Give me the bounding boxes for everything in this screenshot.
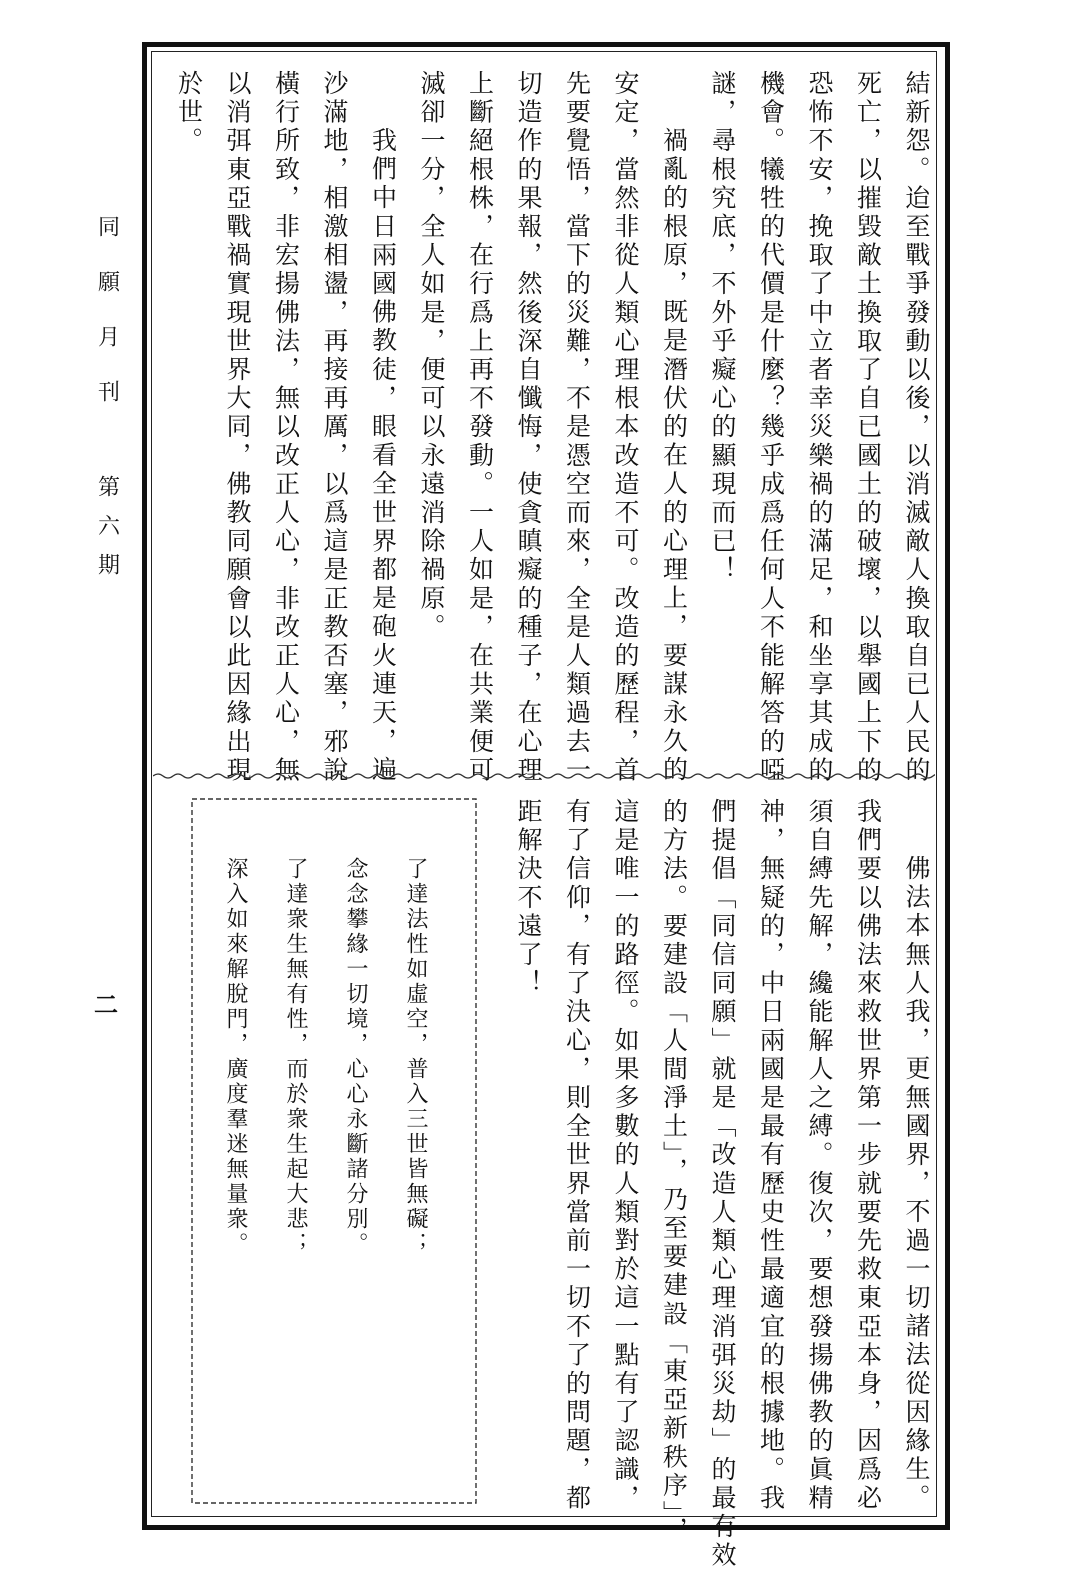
text-column: 以消弭東亞戰禍實現世界大同，佛教同願會以此因緣出現 (223, 70, 252, 785)
wavy-divider (153, 772, 935, 780)
text-column: 上斷絕根株，在行爲上再不發動。一人如是，在共業便可 (465, 70, 495, 785)
lower-text-block (505, 798, 940, 1571)
verse-box (188, 795, 480, 1507)
text-column: 須自縛先解，纔能解人之縛。復次，要想發揚佛教的眞精 (805, 798, 834, 1513)
text-column: 我們中日兩國佛教徒，眼看全世界都是砲火連天，遍 (368, 127, 398, 785)
text-column: 機會。犧牲的代價是什麼？幾乎成爲任何人不能解答的啞 (756, 70, 786, 785)
upper-text-block (160, 70, 940, 785)
text-column: 佛法本無人我，更無國界，不過一切諸法從因緣生。 (902, 855, 931, 1513)
text-column: 的方法。要建設「人間淨土」，乃至要建設「東亞新秩序」， (659, 798, 689, 1546)
text-column: 我們要以佛法來救世界第一步就要先救東亞本身，因爲必 (853, 798, 883, 1513)
verse-line: 了達衆生無有性，而於衆生起大悲； (283, 857, 308, 1257)
text-column: 沙滿地，相激相盪，再接再厲，以爲這是正教否塞，邪說 (320, 70, 349, 785)
issue-number: 第六期 (94, 475, 120, 592)
page-number: 二 (94, 990, 118, 1019)
text-column: 謎，尋根究底，不外乎癡心的顯現而已！ (708, 70, 737, 585)
text-column: 恐怖不安，挽取了中立者幸災樂禍的滿足，和坐享其成的 (805, 70, 834, 785)
text-column: 切造作的果報，然後深自懺悔，使貪瞋癡的種子，在心理 (514, 70, 543, 785)
verse-line: 深入如來解脫門，廣度羣迷無量衆。 (223, 857, 248, 1257)
text-column: 滅卻一分，全人如是，便可以永遠消除禍原。 (417, 70, 446, 642)
text-column: 們提倡「同信同願」就是「改造人類心理消弭災劫」的最有效 (708, 798, 737, 1571)
text-column: 神，無疑的，中日兩國是最有歷史性最適宜的根據地。我 (756, 798, 786, 1513)
text-column: 死亡，以摧毀敵土換取了自已國土的破壞，以舉國上下的 (853, 70, 883, 785)
journal-title: 同願月刊 (94, 215, 120, 435)
text-column: 安定，當然非從人類心理根本改造不可。改造的歷程，首 (611, 70, 640, 785)
text-column: 有了信仰，有了決心，則全世界當前一切不了的問題，都 (562, 798, 592, 1513)
text-column: 橫行所致，非宏揚佛法，無以改正人心，非改正人心，無 (271, 70, 301, 785)
verse-line: 念念攀緣一切境，心心永斷諸分別。 (343, 857, 368, 1257)
text-column: 結新怨。迨至戰爭發動以後，以消滅敵人換取自已人民的 (902, 70, 931, 785)
running-head (92, 215, 122, 592)
text-column: 這是唯一的路徑。如果多數的人類對於這一點有了認識， (611, 798, 640, 1513)
text-column: 先要覺悟，當下的災難，不是憑空而來，全是人類過去一 (562, 70, 592, 785)
text-column: 禍亂的根原，既是潛伏的在人的心理上，要謀永久的 (659, 127, 689, 785)
verse-line: 了達法性如虛空，普入三世皆無礙； (403, 857, 428, 1257)
verse-columns (223, 857, 445, 1257)
text-column: 距解決不遠了！ (514, 798, 543, 999)
text-column: 於世。 (174, 70, 204, 156)
